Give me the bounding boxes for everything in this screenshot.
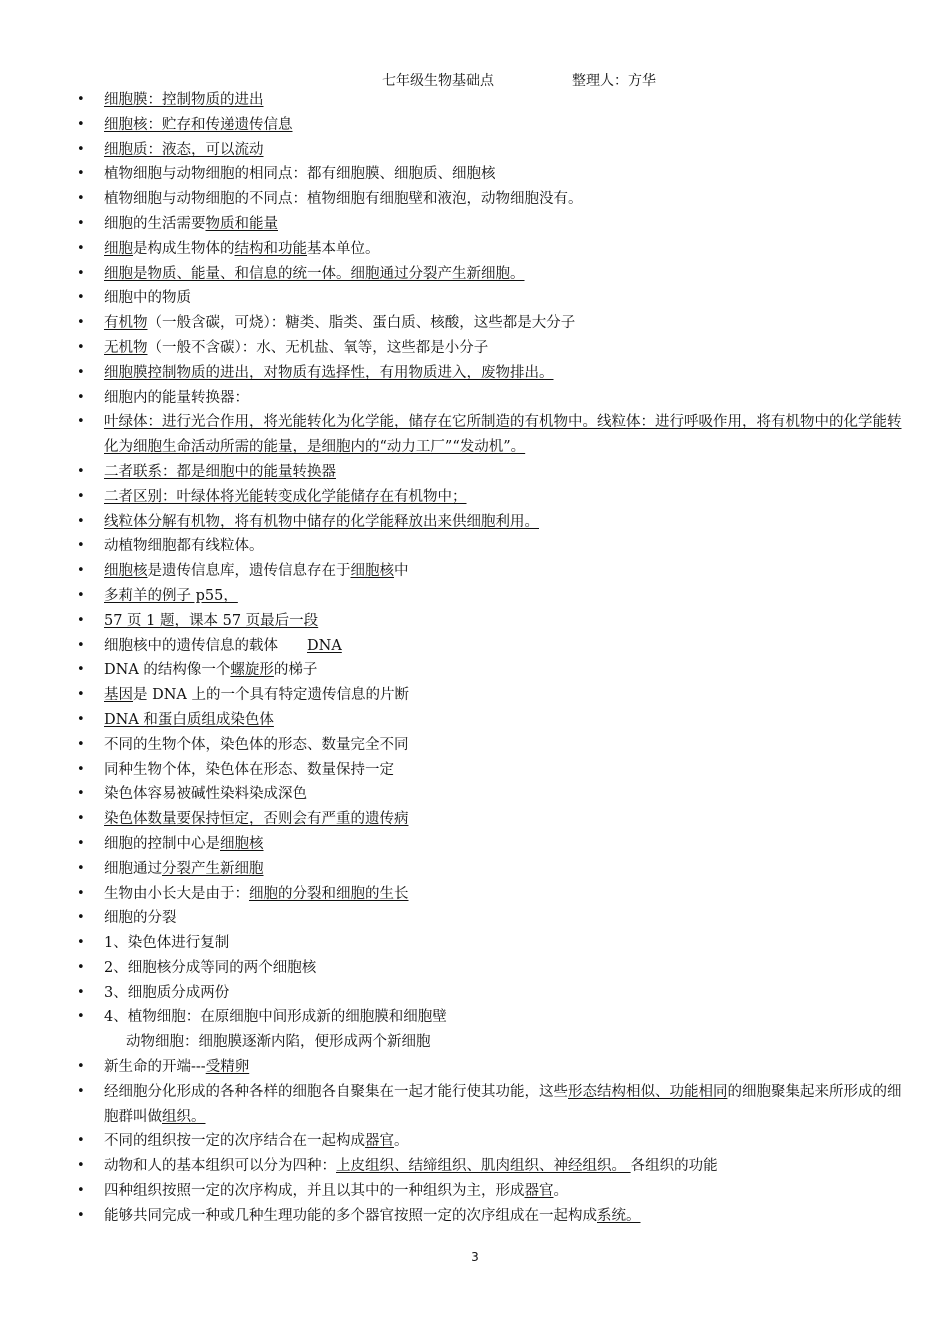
list-item	[0, 311, 950, 336]
list-item	[0, 1055, 950, 1080]
notes-list	[0, 88, 950, 1229]
item-text: 生物由小长大是由于：	[104, 885, 249, 902]
item-text: 动植物细胞都有线粒体。	[104, 538, 264, 555]
underlined-text: DNA 和蛋白质组成染色体	[104, 711, 274, 728]
underlined-text: 受精卵	[205, 1059, 250, 1076]
item-text: 能够共同完成一种或几种生理功能的多个器官按照一定的次序组成在一起构成	[104, 1207, 597, 1224]
list-item	[0, 683, 950, 708]
item-text: 1、染色体进行复制	[104, 935, 230, 952]
underlined-text: 细胞核：贮存和传递遗传信息	[104, 116, 293, 133]
item-text: 细胞的分裂	[104, 910, 177, 927]
item-text: 中	[394, 563, 409, 580]
item-text: 细胞的生活需要	[104, 215, 206, 232]
list-item	[0, 782, 950, 807]
list-item	[0, 410, 950, 460]
list-item	[0, 212, 950, 237]
list-item	[0, 559, 950, 584]
list-item	[0, 1080, 950, 1130]
underlined-text: 螺旋形	[230, 662, 274, 679]
item-text: DNA 的结构像一个	[104, 662, 231, 679]
list-item	[0, 534, 950, 559]
item-text: 3、细胞质分成两份	[104, 984, 230, 1001]
list-item	[0, 237, 950, 262]
list-item	[0, 138, 950, 163]
list-item	[0, 584, 950, 609]
list-item	[0, 460, 950, 485]
underlined-text: 多莉羊的例子 p55，	[104, 587, 238, 604]
underlined-text: 染色体数量要保持恒定，否则会有严重的遗传病	[104, 811, 409, 828]
list-item	[0, 758, 950, 783]
list-item	[0, 1129, 950, 1154]
underlined-text: 线粒体分解有机物，将有机物中储存的化学能释放出来供细胞利用。	[104, 513, 539, 530]
underlined-text: 二者区别：叶绿体将光能转变成化学能储存在有机物中；	[104, 488, 467, 505]
underlined-text: 形态结构相似、功能相同	[568, 1083, 728, 1100]
list-item	[0, 162, 950, 187]
list-item	[0, 485, 950, 510]
list-item	[0, 88, 950, 113]
item-text: 。	[553, 1183, 568, 1200]
item-text: 是 DNA 上的一个具有特定遗传信息的片断	[133, 687, 410, 704]
list-item	[0, 386, 950, 411]
list-item	[0, 857, 950, 882]
item-text: （一般不含碳）：水、无机盐、氧等，这些都是小分子	[147, 339, 489, 356]
underlined-text: 组织。	[162, 1108, 206, 1125]
item-text: 2、细胞核分成等同的两个细胞核	[104, 959, 317, 976]
item-text: 动物和人的基本组织可以分为四种：	[104, 1158, 336, 1175]
list-item	[0, 187, 950, 212]
item-text: 。	[394, 1133, 409, 1150]
underlined-text: 无机物	[104, 339, 148, 356]
list-item	[0, 286, 950, 311]
underlined-text: 结构和功能	[234, 240, 307, 257]
underlined-text: 基因	[104, 687, 133, 704]
underlined-text: 系统。	[597, 1207, 641, 1224]
underlined-text: 物质和能量	[205, 215, 278, 232]
list-item	[0, 113, 950, 138]
list-item	[0, 733, 950, 758]
item-text: 细胞核中的遗传信息的载体	[104, 637, 307, 654]
list-item	[0, 1179, 950, 1204]
underlined-text: 细胞	[104, 240, 133, 257]
underlined-text: 分裂产生新细胞	[162, 860, 264, 877]
item-text: 的细胞聚集起来所形成的细胞群叫做	[104, 1083, 902, 1125]
underlined-text: 有机物	[104, 315, 148, 332]
item-text: 不同的组织按一定的次序结合在一起构成	[104, 1133, 365, 1150]
item-text: 是构成生物体的	[133, 240, 235, 257]
list-item	[0, 510, 950, 535]
underlined-text: 器官	[524, 1183, 554, 1200]
list-item	[0, 981, 950, 1006]
item-text: 同种生物个体，染色体在形态、数量保持一定	[104, 761, 394, 778]
item-text: 细胞内的能量转换器：	[104, 389, 249, 406]
list-item	[0, 336, 950, 361]
underlined-text: 器官	[365, 1133, 394, 1150]
item-text: （一般含碳，可烧）：糖类、脂类、蛋白质、核酸，这些都是大分子	[147, 315, 576, 332]
list-item	[0, 658, 950, 683]
list-item	[0, 931, 950, 956]
item-text: 不同的生物个体，染色体的形态、数量完全不同	[104, 736, 409, 753]
underlined-text: 细胞是物质、能量、和信息的统一体。细胞通过分裂产生新细胞。	[104, 265, 525, 282]
document-title: 七年级生物基础点	[382, 73, 494, 89]
item-text: 动物细胞：细胞膜逐渐内陷，便形成两个新细胞	[126, 1034, 431, 1051]
underlined-text: 细胞核	[350, 563, 394, 580]
item-text: 新生命的开端---	[104, 1059, 206, 1076]
item-text: 细胞通过	[104, 860, 162, 877]
item-text: 经细胞分化形成的各种各样的细胞各自聚集在一起才能行使其功能，这些	[104, 1083, 568, 1100]
list-item	[0, 807, 950, 832]
list-item	[0, 882, 950, 907]
underlined-text: 二者联系：都是细胞中的能量转换器	[104, 463, 336, 480]
item-text: 植物细胞与动物细胞的相同点：都有细胞膜、细胞质、细胞核	[104, 166, 496, 183]
item-text: 细胞的控制中心是	[104, 835, 220, 852]
item-text: 细胞中的物质	[104, 290, 191, 307]
underlined-text: 叶绿体：进行光合作用，将光能转化为化学能，储存在它所制造的有机物中。线粒体：进行呼吸作用，将有机物中的化学能转化为细胞生命活动所需的能量，是细胞内的“动力工厂”“发动机”。	[104, 414, 902, 456]
underlined-text: 57 页 1 题，课本 57 页最后一段	[104, 612, 319, 629]
item-text: 基本单位。	[307, 240, 380, 257]
underlined-text: 上皮组织、结缔组织、肌肉组织、神经组织。	[336, 1158, 631, 1175]
underlined-text: DNA	[307, 637, 342, 654]
list-item	[0, 634, 950, 659]
page-header	[0, 70, 950, 90]
list-item	[0, 1204, 950, 1229]
list-item	[0, 832, 950, 857]
list-item	[0, 361, 950, 386]
item-text: 是遗传信息库，遗传信息存在于	[147, 563, 351, 580]
page-number: 3	[471, 1250, 479, 1264]
underlined-text: 细胞质：液态，可以流动	[104, 141, 264, 158]
list-item	[0, 1030, 950, 1055]
list-item	[0, 906, 950, 931]
item-text: 4、植物细胞：在原细胞中间形成新的细胞膜和细胞壁	[104, 1009, 447, 1026]
underlined-text: 细胞核	[220, 835, 264, 852]
list-item	[0, 1005, 950, 1030]
list-item	[0, 609, 950, 634]
document-author: 整理人：方华	[572, 73, 656, 89]
item-text: 植物细胞与动物细胞的不同点：植物细胞有细胞壁和液泡，动物细胞没有。	[104, 191, 583, 208]
item-text: 四种组织按照一定的次序构成，并且以其中的一种组织为主，形成	[104, 1183, 525, 1200]
item-text: 染色体容易被碱性染料染成深色	[104, 786, 307, 803]
item-text: 各组织的功能	[630, 1158, 718, 1175]
underlined-text: 细胞膜：控制物质的进出	[104, 92, 264, 108]
list-item	[0, 262, 950, 287]
underlined-text: 细胞核	[104, 563, 148, 580]
underlined-text: 细胞的分裂和细胞的生长	[249, 885, 409, 902]
list-item	[0, 708, 950, 733]
underlined-text: 细胞膜控制物质的进出，对物质有选择性，有用物质进入，废物排出。	[104, 364, 554, 381]
list-item	[0, 1154, 950, 1179]
item-text: 的梯子	[273, 662, 318, 679]
list-item	[0, 956, 950, 981]
